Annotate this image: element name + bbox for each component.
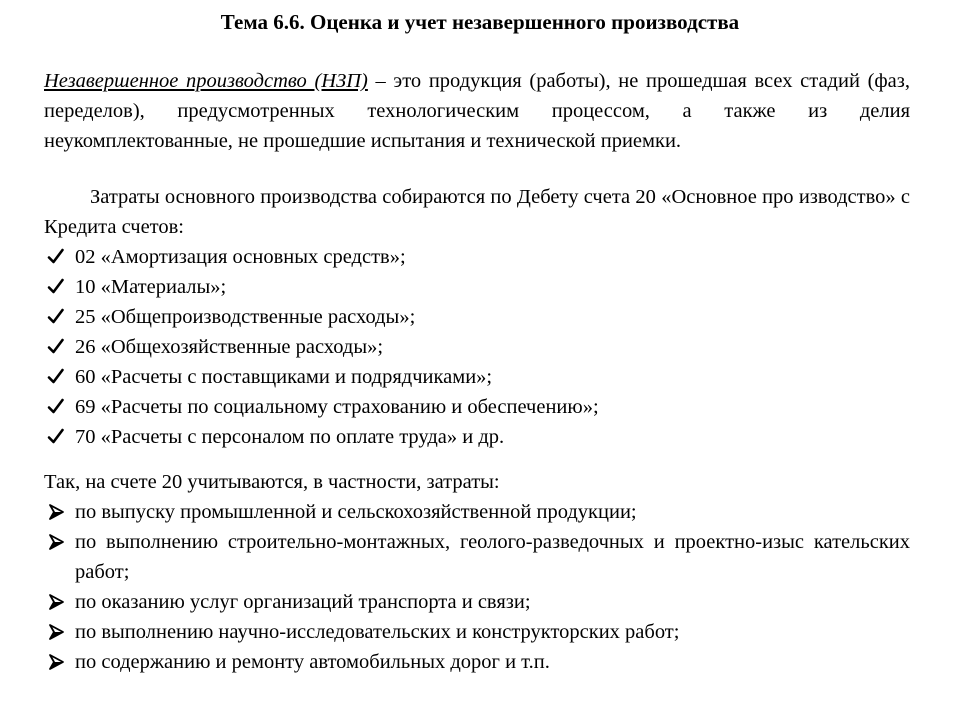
list-item <box>44 497 910 527</box>
list-item <box>44 587 910 617</box>
cost-type-label: по выполнению научно-исследовательских и конструкторских работ; <box>75 621 680 643</box>
list-item <box>44 527 910 587</box>
list-item <box>44 302 910 332</box>
account-label: 70 «Расчеты с персоналом по оплате труда» и др. <box>75 426 505 448</box>
arrowhead-icon <box>47 587 67 617</box>
checkmark-icon <box>47 272 67 302</box>
cost-type-label: по оказанию услуг организаций транспорта и связи; <box>75 591 531 613</box>
definition-text: – это продукция (работы), не прошедшая всех стадий (фаз, переделов), предусмотренных технологическим процессом, а также из делия неукомплектованные, не прошедшие испытания и технической приемки. <box>44 70 910 152</box>
account-label: 10 «Материалы»; <box>75 276 227 298</box>
costs-intro: Затраты основного производства собираются по Дебету счета 20 «Основное про изводство» с Кредита счетов: <box>44 186 910 238</box>
arrowhead-icon <box>47 527 67 557</box>
account-label: 69 «Расчеты по социальному страхованию и обеспечению»; <box>75 396 599 418</box>
checkmark-icon <box>47 242 67 272</box>
definition-term: Незавершенное производство (НЗП) <box>44 70 368 92</box>
list-item <box>44 647 910 677</box>
list-item <box>44 242 910 272</box>
arrowhead-icon <box>47 647 67 677</box>
checkmark-icon <box>47 392 67 422</box>
definition-paragraph <box>44 66 910 156</box>
arrowhead-icon <box>47 617 67 647</box>
checkmark-icon <box>47 332 67 362</box>
checkmark-icon <box>47 302 67 332</box>
list-item <box>44 272 910 302</box>
page-title: Тема 6.6. Оценка и учет незавершенного производства <box>220 10 740 34</box>
account-label: 02 «Амортизация основных средств»; <box>75 246 406 268</box>
arrowhead-icon <box>47 497 67 527</box>
list-item <box>44 332 910 362</box>
cost-type-label: по выполнению строительно-монтажных, геолого-разведочных и проектно-изыс кательских работ; <box>75 531 910 583</box>
checkmark-icon <box>47 362 67 392</box>
checkmark-icon <box>47 422 67 452</box>
list-item <box>44 617 910 647</box>
cost-type-label: по содержанию и ремонту автомобильных дорог и т.п. <box>75 651 550 673</box>
accounts-list <box>44 242 910 452</box>
cost-type-label: по выпуску промышленной и сельскохозяйственной продукции; <box>75 501 637 523</box>
account-label: 60 «Расчеты с поставщиками и подрядчиками»; <box>75 366 493 388</box>
list-item <box>44 422 910 452</box>
account-label: 25 «Общепроизводственные расходы»; <box>75 306 416 328</box>
cost-types-list <box>44 497 910 677</box>
list-item <box>44 362 910 392</box>
account-label: 26 «Общехозяйственные расходы»; <box>75 336 384 358</box>
list-item <box>44 392 910 422</box>
account20-intro: Так, на счете 20 учитываются, в частности, затраты: <box>44 471 500 493</box>
